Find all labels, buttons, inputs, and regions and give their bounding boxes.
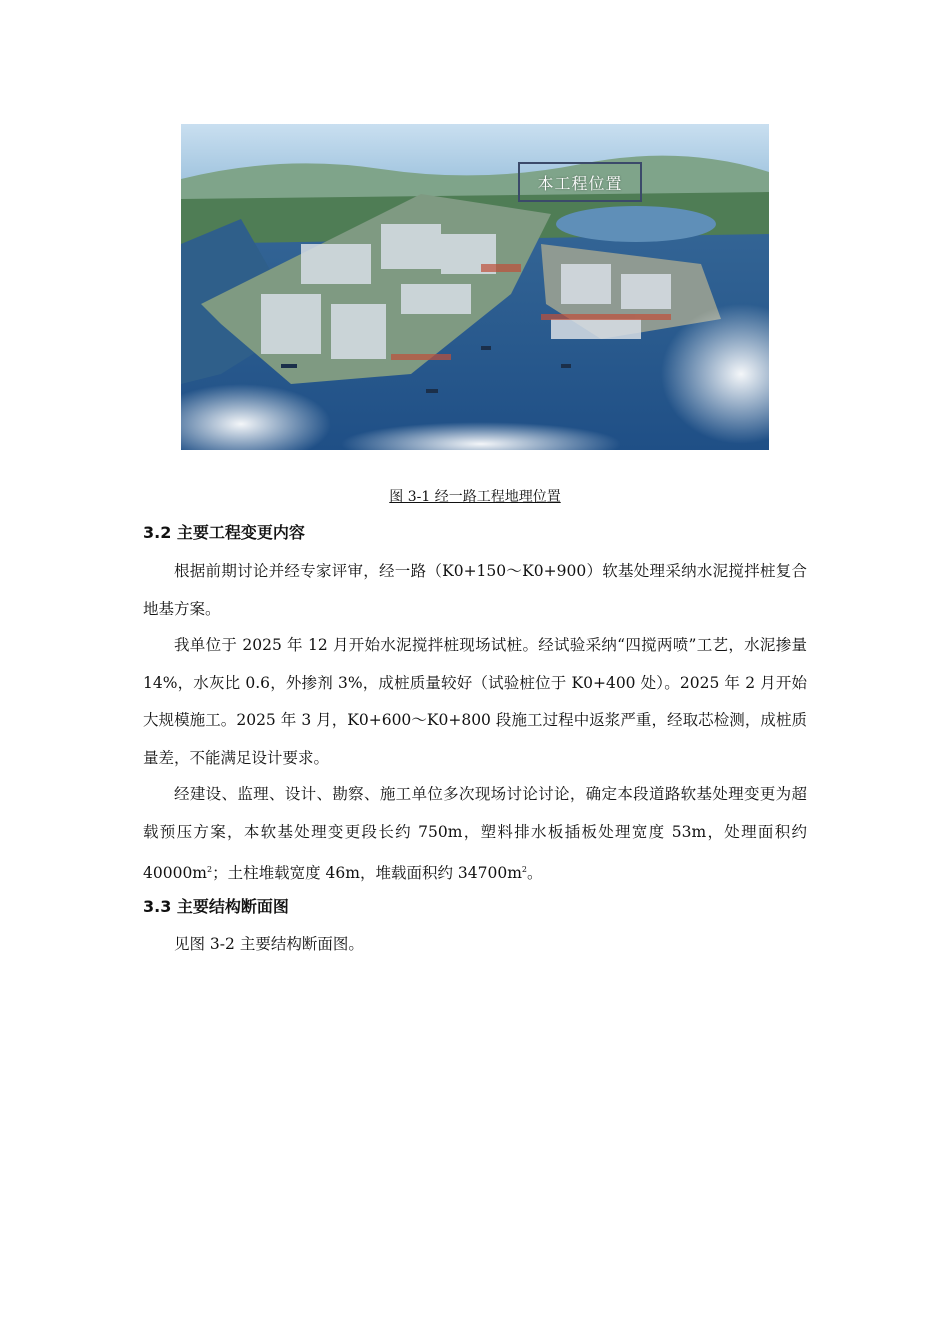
paragraph-change-part-c: 。 <box>527 864 543 883</box>
paragraph-change-part-a: 经建设、监理、设计、勘察、施工单位多次现场讨论讨论，确定本段道路软基处理变更为超载预压方案，本软基处理变更段长约 750m，塑料排水板插板处理宽度 53m，处理面积约 40000m <box>143 785 807 883</box>
aerial-port-image <box>181 124 769 450</box>
aerial-photo <box>181 124 769 450</box>
figure-caption-text: 图 3-1 经一路工程地理位置 <box>389 489 561 505</box>
paragraph-trial-piles-text: 我单位于 2025 年 12 月开始水泥搅拌桩现场试桩。经试验采纳“四搅两喷”工艺，水泥掺量 14%，水灰比 0.6，外掺剂 3%，成桩质量较好（试验桩位于 K0+400 处）。2025 年 2 月开始大规模施工。2025 年 3 月，K0+600～K0+800 段施工过程中返浆严重，经取芯检测，成桩质量差，不能满足设计要求。 <box>143 636 807 767</box>
paragraph-section-ref <box>143 926 807 964</box>
figure-caption <box>0 486 950 506</box>
paragraph-scheme <box>143 553 807 628</box>
paragraph-change-text <box>143 776 807 893</box>
section-heading-3-3: 3.3 主要结构断面图 <box>143 897 289 916</box>
paragraph-change-part-b: ；土柱堆载宽度 46m，堆载面积约 34700m <box>212 864 522 883</box>
project-location-label: 本工程位置 <box>518 162 642 202</box>
superscript-2: 2 <box>521 865 527 874</box>
section-heading-3-2: 3.2 主要工程变更内容 <box>143 523 305 542</box>
paragraph-change <box>143 776 807 893</box>
paragraph-trial-piles <box>143 627 807 777</box>
superscript-2: 2 <box>207 865 213 874</box>
paragraph-section-ref-text: 见图 3-2 主要结构断面图。 <box>174 935 364 953</box>
paragraph-scheme-text: 根据前期讨论并经专家评审，经一路（K0+150～K0+900）软基处理采纳水泥搅拌桩复合地基方案。 <box>143 562 807 618</box>
